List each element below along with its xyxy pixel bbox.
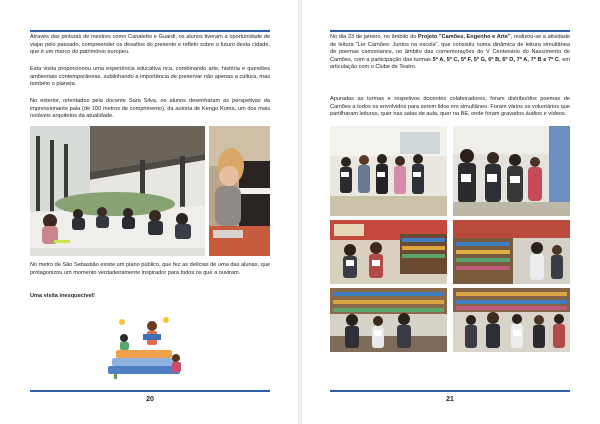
paragraph-venice-paintings: Através das pinturas de mestres como Canaletto e Guardi, os alunos tiveram a oportunidade de viajar pelo passado, compreender os desafios do presente e refletir sobre o futuro desta cidade, que é um marco do património europeu.: [30, 34, 270, 55]
paragraph-camoes-activity: No dia 23 de janeiro, no âmbito do Projeto "Camões, Engenho e Arte", realizou-se a atividade de leitura "Ler Camões: Juntos na escola", que consistiu numa dinâmica de leitura simultânea de poemas camonianos, no âmbito das comemorações do V Centenário do Nascimento de Camões, com a participação das turmas 5º A, 5º C, 5º F, 5º G, 6º B, 6º D, 7º A, 7º B e 7º C, em articulação com o Clube de Teatro.: [330, 34, 570, 70]
paragraph-public-piano: No metro de São Sebastião existe um piano público, que fez as delícias de uma das alunas, que protagonizou um momento verdadeiramente inspirador para todos os que a ouviram.: [30, 262, 270, 276]
illustration-children-reading-books: [100, 312, 195, 382]
top-rule: [30, 30, 270, 32]
photo-reading-library-4: [453, 288, 570, 352]
paragraph-drawing-outside: No exterior, orientados pela docente Sara Silva, os alunos desenharam as perspetivas da impressionante pala (de 100 metros de comprimento), da autoria de Kengo Kuma, um dos mais notáveis arquitetos da atualidade.: [30, 98, 270, 119]
photo-students-reading-classroom-1: [330, 126, 447, 216]
participating-classes: 5º A, 5º C, 5º F, 5º G, 6º B, 6º D, 7º A, 7º B e 7º C: [432, 56, 559, 63]
bottom-rule: [30, 390, 270, 392]
photo-reading-library-1: [330, 220, 447, 284]
photo-students-reading-classroom-2: [453, 126, 570, 216]
photo-girl-playing-piano: [209, 126, 270, 256]
photo-reading-library-2: [453, 220, 570, 284]
project-name: Projeto "Camões, Engenho e Arte": [417, 34, 511, 40]
page-number: 21: [446, 396, 454, 403]
photo-students-drawing-canopy: [30, 126, 205, 256]
right-page: [300, 0, 600, 424]
bottom-rule: [330, 390, 570, 392]
paragraph-poems-distributed: Apuradas as turmas e respetivos docentes colaboradores, foram distribuídos poemas de Camões a todos os envolvidos para serem lidos em simultâneo. Foram vários os voluntários que partilharam leituras, quer nas salas de aula, quer na BE, onde foram gravados áudios e vídeos.: [330, 96, 570, 117]
page-number: 20: [146, 396, 154, 403]
paragraph-educational-experience: Esta visita proporcionou uma experiência educativa rica, combinando arte, história e questões ambientais contemporâneas, sublinhando a importância de preservar não apenas a cultura, mas também o planeta.: [30, 66, 270, 87]
top-rule: [330, 30, 570, 32]
closing-line: Uma visita inesquecível!: [30, 293, 95, 299]
photo-reading-library-3: [330, 288, 447, 352]
